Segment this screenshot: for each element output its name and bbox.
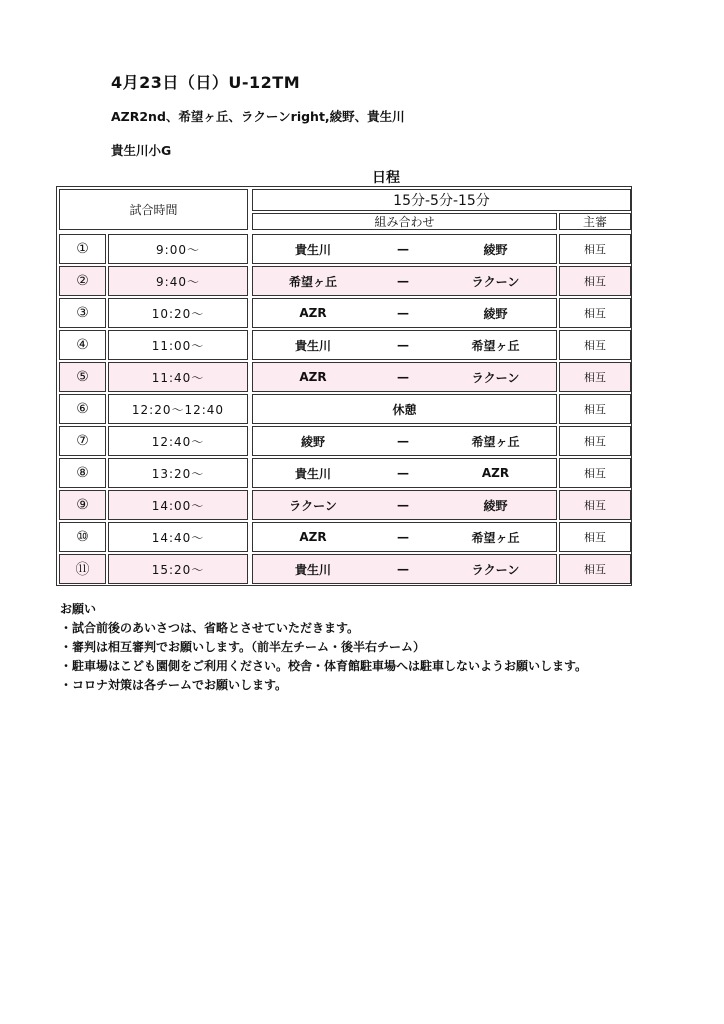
referee: 相互 [559,490,631,520]
match-time: 14:00～ [108,490,248,520]
home-team: 綾野 [300,434,325,449]
note-item: ・審判は相互審判でお願いします。（前半左チーム・後半右チーム） [60,640,426,654]
matchup [252,362,557,392]
header-time: 試合時間 [59,189,248,230]
match-number: ⑧ [59,458,106,488]
referee: 相互 [559,362,631,392]
away-team: 綾野 [483,242,508,257]
home-team: 貴生川 [294,338,331,353]
away-team: ラクーン [471,562,520,577]
break-label: 休憩 [252,394,557,424]
versus-dash: — [397,562,409,576]
match-number: ② [59,266,106,296]
matchup [252,266,557,296]
home-team: ラクーン [289,498,337,513]
header-referee: 主審 [559,213,631,230]
match-number: ③ [59,298,106,328]
table-row [57,234,633,264]
page-title: 4月23日（日）U-12TM [111,73,301,92]
versus-dash: — [397,306,409,320]
match-time: 13:20～ [108,458,248,488]
match-number: ⑩ [59,522,106,552]
venue: 貴生川小G [111,143,172,158]
referee: 相互 [559,266,631,296]
away-team: 綾野 [483,498,508,513]
table-row [57,394,633,424]
home-team: 貴生川 [294,562,331,577]
table-row [57,298,633,328]
match-time: 10:20～ [108,298,248,328]
note-item: ・試合前後のあいさつは、省略とさせていただきます。 [60,621,360,635]
away-team: ラクーン [471,370,520,385]
versus-dash: — [397,498,409,512]
match-number: ⑪ [59,554,106,584]
matchup [252,490,557,520]
away-team: ラクーン [471,274,520,289]
table-row [57,362,633,392]
match-number: ⑦ [59,426,106,456]
home-team: 貴生川 [294,466,331,481]
match-time: 9:40～ [108,266,248,296]
home-team: 貴生川 [294,242,331,257]
table-row [57,330,633,360]
notes-heading: お願い [60,602,97,616]
match-time: 11:00～ [108,330,248,360]
referee: 相互 [559,394,631,424]
matchup [252,426,557,456]
versus-dash: — [397,530,409,544]
match-time: 12:40～ [108,426,248,456]
referee: 相互 [559,554,631,584]
away-team: 希望ヶ丘 [471,338,520,353]
header-match: 組み合わせ [252,213,557,230]
table-row [57,458,633,488]
away-team: AZR [481,466,510,480]
referee: 相互 [559,426,631,456]
schedule-label: 日程 [372,170,400,186]
matchup [252,554,557,584]
notes [60,600,587,695]
match-time: 11:40～ [108,362,248,392]
home-team: 希望ヶ丘 [288,274,337,289]
versus-dash: — [397,434,409,448]
match-number: ④ [59,330,106,360]
away-team: 綾野 [483,306,508,321]
home-team: AZR [299,370,327,384]
note-item: ・駐車場はこども園側をご利用ください。校舎・体育館駐車場へは駐車しないようお願いします。 [60,659,588,673]
table-row [57,426,633,456]
participating-teams: AZR2nd、希望ヶ丘、ラクーンright,綾野、貴生川 [111,109,405,124]
table-row [57,522,633,552]
match-number: ⑤ [59,362,106,392]
match-time: 15:20～ [108,554,248,584]
note-item: ・コロナ対策は各チームでお願いします。 [60,678,288,692]
header-format: 15分-5分-15分 [252,189,631,211]
versus-dash: — [397,242,409,256]
referee: 相互 [559,330,631,360]
matchup [252,458,557,488]
matchup [252,522,557,552]
table-row [57,490,633,520]
referee: 相互 [559,234,631,264]
away-team: 希望ヶ丘 [471,434,520,449]
table-row [57,554,633,584]
matchup [252,234,557,264]
referee: 相互 [559,458,631,488]
matchup [252,298,557,328]
schedule-table [56,186,632,586]
match-number: ① [59,234,106,264]
versus-dash: — [397,274,409,288]
away-team: 希望ヶ丘 [471,530,520,545]
versus-dash: — [397,338,409,352]
referee: 相互 [559,298,631,328]
match-time: 9:00～ [108,234,248,264]
match-time: 14:40～ [108,522,248,552]
match-number: ⑨ [59,490,106,520]
versus-dash: — [397,370,409,384]
home-team: AZR [299,306,327,320]
match-time: 12:20～12:40 [108,394,248,424]
table-row [57,266,633,296]
match-number: ⑥ [59,394,106,424]
referee: 相互 [559,522,631,552]
matchup [252,330,557,360]
home-team: AZR [299,530,327,544]
versus-dash: — [397,466,409,480]
